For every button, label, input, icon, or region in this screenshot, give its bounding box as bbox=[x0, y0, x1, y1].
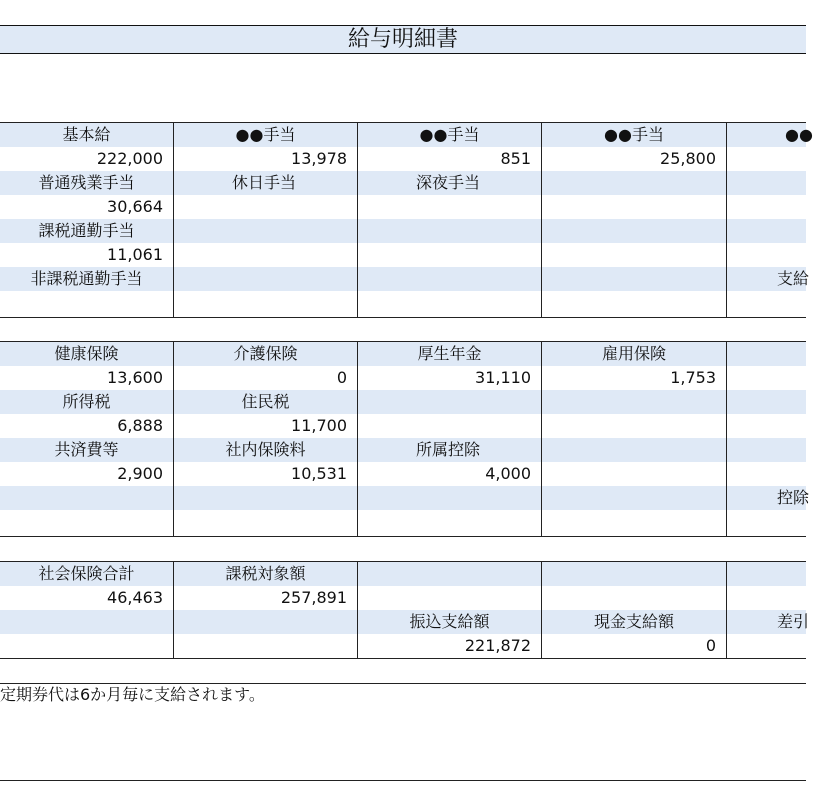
payments-row4-c1-label bbox=[173, 267, 357, 291]
payments-row2-c4-value bbox=[726, 195, 806, 219]
net-pay-value bbox=[726, 634, 806, 658]
totals-row1-c3-value bbox=[541, 586, 726, 610]
taxable-commute-value: 11,061 bbox=[0, 243, 173, 267]
deductions-row1-c4-value bbox=[726, 366, 806, 390]
deductions-row4-c2-label bbox=[357, 486, 541, 510]
mutual-aid-value: 2,900 bbox=[0, 462, 173, 486]
payments-row3-c3-value bbox=[541, 243, 726, 267]
deductions-row1-labels bbox=[0, 342, 806, 366]
company-insurance-value: 10,531 bbox=[173, 462, 357, 486]
divider bbox=[0, 317, 806, 318]
nursing-insurance-label: 介護保険 bbox=[173, 342, 357, 366]
deductions-row4-c1-label bbox=[173, 486, 357, 510]
deductions-row3-c3-label bbox=[541, 438, 726, 462]
bank-transfer-label: 振込支給額 bbox=[357, 610, 541, 634]
divider bbox=[0, 536, 806, 537]
cash-payment-label: 現金支給額 bbox=[541, 610, 726, 634]
payments-row3-labels bbox=[0, 219, 806, 243]
deductions-row2-c4-value bbox=[726, 414, 806, 438]
payments-row4-c2-label bbox=[357, 267, 541, 291]
allowance-b-label: ●●手当 bbox=[357, 123, 541, 147]
allowance-c-value: 25,800 bbox=[541, 147, 726, 171]
holiday-pay-value bbox=[173, 195, 357, 219]
payments-row2-c4-label bbox=[726, 171, 806, 195]
overtime-value: 30,664 bbox=[0, 195, 173, 219]
deductions-row4-c2-value bbox=[357, 510, 541, 536]
totals-row2-c0-value bbox=[0, 634, 173, 658]
income-tax-value: 6,888 bbox=[0, 414, 173, 438]
taxable-commute-label: 課税通勤手当 bbox=[0, 219, 173, 243]
payslip-title: 給与明細書 bbox=[347, 27, 458, 52]
social-insurance-total-value: 46,463 bbox=[0, 586, 173, 610]
totals-row1-c4-label bbox=[726, 562, 806, 586]
totals-row1-labels bbox=[0, 562, 806, 586]
basic-pay-value: 222,000 bbox=[0, 147, 173, 171]
deductions-row3-labels bbox=[0, 438, 806, 462]
payments-row4-values bbox=[0, 291, 806, 317]
totals-row1-values bbox=[0, 586, 806, 610]
divider bbox=[0, 341, 806, 342]
payments-row1-labels bbox=[0, 123, 813, 147]
payments-row4-labels bbox=[0, 267, 810, 291]
payments-row4-c3-value bbox=[541, 291, 726, 317]
payments-row3-c1-label bbox=[173, 219, 357, 243]
allowance-a-label: ●●手当 bbox=[173, 123, 357, 147]
deductions-row3-values bbox=[0, 462, 806, 486]
payments-row2-c3-label bbox=[541, 171, 726, 195]
holiday-pay-label: 休日手当 bbox=[173, 171, 357, 195]
payments-row2-labels bbox=[0, 171, 806, 195]
deduction-total-value bbox=[726, 510, 806, 536]
payments-row3-c3-label bbox=[541, 219, 726, 243]
deductions-row2-c3-value bbox=[541, 414, 726, 438]
totals-row1-c2-value bbox=[357, 586, 541, 610]
deductions-row1-values bbox=[0, 366, 806, 390]
totals-row1-c4-value bbox=[726, 586, 806, 610]
payment-total-value bbox=[726, 291, 806, 317]
resident-tax-label: 住民税 bbox=[173, 390, 357, 414]
allowance-b-value: 851 bbox=[357, 147, 541, 171]
deductions-row3-c3-value bbox=[541, 462, 726, 486]
totals-row2-labels bbox=[0, 610, 810, 634]
allowance-c-label: ●●手当 bbox=[541, 123, 726, 147]
deductions-row2-c2-label bbox=[357, 390, 541, 414]
deductions-row4-c1-value bbox=[173, 510, 357, 536]
payments-row3-c2-value bbox=[357, 243, 541, 267]
payments-row4-c3-label bbox=[541, 267, 726, 291]
totals-row2-values bbox=[0, 634, 806, 658]
employment-insurance-label: 雇用保険 bbox=[541, 342, 726, 366]
bank-transfer-value: 221,872 bbox=[357, 634, 541, 658]
deductions-row2-c3-label bbox=[541, 390, 726, 414]
affiliation-deduction-label: 所属控除 bbox=[357, 438, 541, 462]
totals-row2-c0-label bbox=[0, 610, 173, 634]
totals-row1-c3-label bbox=[541, 562, 726, 586]
deductions-row2-labels bbox=[0, 390, 806, 414]
resident-tax-value: 11,700 bbox=[173, 414, 357, 438]
night-pay-label: 深夜手当 bbox=[357, 171, 541, 195]
overtime-label: 普通残業手当 bbox=[0, 171, 173, 195]
income-tax-label: 所得税 bbox=[0, 390, 173, 414]
affiliation-deduction-value: 4,000 bbox=[357, 462, 541, 486]
divider bbox=[0, 658, 806, 659]
social-insurance-total-label: 社会保険合計 bbox=[0, 562, 173, 586]
payslip-title-bar bbox=[0, 25, 806, 54]
remarks-note: 定期券代は6か月毎に支給されます。 bbox=[0, 685, 265, 704]
payments-row2-values bbox=[0, 195, 806, 219]
payments-row4-c1-value bbox=[173, 291, 357, 317]
nontaxable-commute-value bbox=[0, 291, 173, 317]
pension-label: 厚生年金 bbox=[357, 342, 541, 366]
basic-pay-label: 基本給 bbox=[0, 123, 173, 147]
allowance-d-label: ●● bbox=[726, 123, 806, 147]
mutual-aid-label: 共済費等 bbox=[0, 438, 173, 462]
deductions-row4-c3-label bbox=[541, 486, 726, 510]
payment-total-label: 支給 bbox=[726, 267, 806, 291]
deductions-row2-c4-label bbox=[726, 390, 806, 414]
divider bbox=[0, 122, 806, 123]
employment-insurance-value: 1,753 bbox=[541, 366, 726, 390]
divider bbox=[0, 561, 806, 562]
pension-value: 31,110 bbox=[357, 366, 541, 390]
health-insurance-value: 13,600 bbox=[0, 366, 173, 390]
deductions-row4-values bbox=[0, 510, 806, 536]
payments-row1-values bbox=[0, 147, 806, 171]
net-pay-label: 差引 bbox=[726, 610, 806, 634]
taxable-amount-value: 257,891 bbox=[173, 586, 357, 610]
payments-row3-c1-value bbox=[173, 243, 357, 267]
deductions-row2-c2-value bbox=[357, 414, 541, 438]
deductions-row4-c0-value bbox=[0, 510, 173, 536]
company-insurance-label: 社内保険料 bbox=[173, 438, 357, 462]
payments-row3-c4-label bbox=[726, 219, 806, 243]
deduction-total-label: 控除 bbox=[726, 486, 806, 510]
remarks-bottom-border bbox=[0, 780, 806, 781]
cash-payment-value: 0 bbox=[541, 634, 726, 658]
deductions-row3-c4-label bbox=[726, 438, 806, 462]
deductions-row4-c3-value bbox=[541, 510, 726, 536]
health-insurance-label: 健康保険 bbox=[0, 342, 173, 366]
allowance-a-value: 13,978 bbox=[173, 147, 357, 171]
night-pay-value bbox=[357, 195, 541, 219]
taxable-amount-label: 課税対象額 bbox=[173, 562, 357, 586]
payments-row3-c2-label bbox=[357, 219, 541, 243]
totals-row1-c2-label bbox=[357, 562, 541, 586]
allowance-d-value bbox=[726, 147, 806, 171]
payments-row3-values bbox=[0, 243, 806, 267]
payments-row3-c4-value bbox=[726, 243, 806, 267]
deductions-row3-c4-value bbox=[726, 462, 806, 486]
nontaxable-commute-label: 非課税通勤手当 bbox=[0, 267, 173, 291]
deductions-row2-values bbox=[0, 414, 806, 438]
deductions-row1-c4-label bbox=[726, 342, 806, 366]
nursing-insurance-value: 0 bbox=[173, 366, 357, 390]
deductions-row4-c0-label bbox=[0, 486, 173, 510]
totals-row2-c1-value bbox=[173, 634, 357, 658]
totals-row2-c1-label bbox=[173, 610, 357, 634]
payments-row4-c2-value bbox=[357, 291, 541, 317]
deductions-row4-labels bbox=[0, 486, 810, 510]
payments-row2-c3-value bbox=[541, 195, 726, 219]
